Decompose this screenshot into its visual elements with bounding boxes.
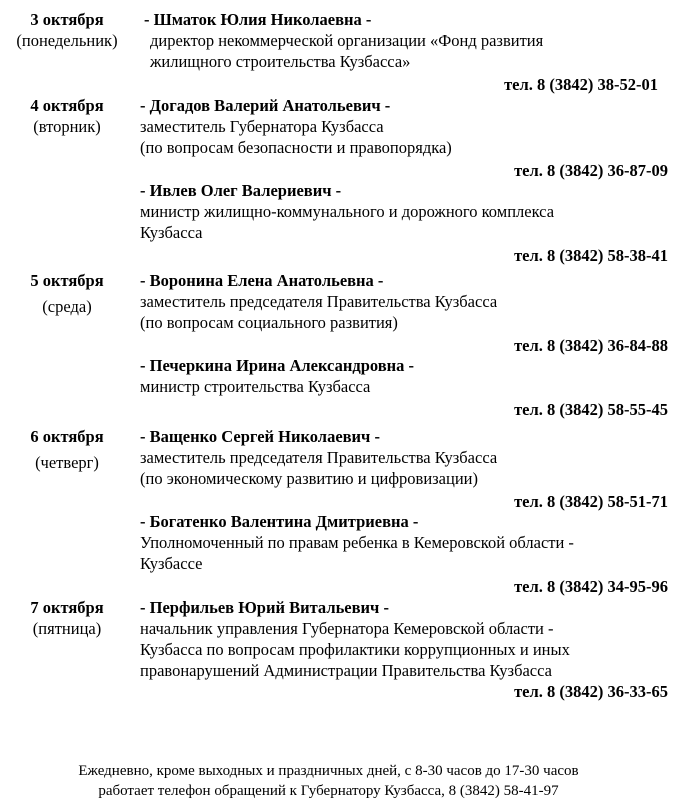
- position-line: министр жилищно-коммунального и дорожного комплекса: [140, 202, 555, 221]
- hotline-note-line: работает телефон обращений к Губернатору Кузбасса, 8 (3842) 58-41-97: [98, 783, 559, 799]
- official-position: [140, 30, 670, 72]
- official-entry: [140, 270, 670, 356]
- official-phone: тел. 8 (3842) 34-95-96: [514, 577, 668, 596]
- position-line: Кузбасса по вопросам профилактики коррупционных и иных: [140, 640, 570, 659]
- day-of-week: (понедельник): [16, 31, 118, 50]
- position-line: Кузбассе: [140, 554, 203, 573]
- day-of-week: (четверг): [35, 453, 99, 472]
- position-line: заместитель председателя Правительства Кузбасса: [140, 448, 498, 467]
- day-date: 7 октября: [30, 598, 104, 617]
- official-entry: [140, 95, 670, 181]
- official-name: - Воронина Елена Анатольевна -: [140, 271, 384, 290]
- official-name: - Догадов Валерий Анатольевич -: [140, 96, 391, 115]
- hotline-note: [0, 761, 687, 801]
- day-tuesday: [0, 95, 134, 137]
- official-position: [140, 376, 670, 397]
- position-line: (по экономическому развитию и цифровизации): [140, 469, 478, 488]
- official-phone: тел. 8 (3842) 36-84-88: [514, 336, 668, 355]
- official-name: - Шматок Юлия Николаевна -: [144, 10, 372, 29]
- official-position: [140, 618, 670, 681]
- day-monday: [0, 9, 134, 51]
- official-entry: [140, 355, 670, 420]
- day-wednesday: [0, 270, 134, 317]
- hotline-note-line: Ежедневно, кроме выходных и праздничных дней, с 8-30 часов до 17-30 часов: [78, 763, 579, 779]
- official-phone: тел. 8 (3842) 36-33-65: [514, 682, 668, 701]
- official-position: [140, 201, 670, 243]
- official-entry: [140, 426, 670, 512]
- position-line: Кузбасса: [140, 223, 203, 242]
- official-phone: тел. 8 (3842) 58-51-71: [514, 492, 668, 511]
- position-line: директор некоммерческой организации «Фонд развития: [150, 31, 544, 50]
- official-entry: [140, 9, 670, 95]
- official-entry: [140, 180, 670, 266]
- position-line: правонарушений Администрации Правительства Кузбасса: [140, 661, 552, 680]
- official-name: - Печеркина Ирина Александровна -: [140, 356, 414, 375]
- official-entry: [140, 511, 670, 597]
- day-date: 4 октября: [30, 96, 104, 115]
- official-name: - Перфильев Юрий Витальевич -: [140, 598, 389, 617]
- position-line: начальник управления Губернатора Кемеровской области -: [140, 619, 554, 638]
- official-entry: [140, 597, 670, 702]
- day-of-week: (вторник): [33, 117, 101, 136]
- day-date: 6 октября: [30, 427, 104, 446]
- position-line: (по вопросам безопасности и правопорядка): [140, 138, 452, 157]
- day-date: 3 октября: [30, 10, 104, 29]
- position-line: Уполномоченный по правам ребенка в Кемеровской области -: [140, 533, 574, 552]
- position-line: (по вопросам социального развития): [140, 313, 398, 332]
- official-position: [140, 447, 670, 489]
- position-line: министр строительства Кузбасса: [140, 377, 371, 396]
- official-name: - Богатенко Валентина Дмитриевна -: [140, 512, 419, 531]
- official-phone: тел. 8 (3842) 58-38-41: [514, 246, 668, 265]
- official-position: [140, 116, 670, 158]
- official-position: [140, 291, 670, 333]
- official-name: - Ващенко Сергей Николаевич -: [140, 427, 380, 446]
- day-friday: [0, 597, 134, 639]
- position-line: жилищного строительства Кузбасса»: [150, 52, 411, 71]
- day-of-week: (среда): [42, 297, 92, 316]
- official-name: - Ивлев Олег Валериевич -: [140, 181, 342, 200]
- position-line: заместитель председателя Правительства Кузбасса: [140, 292, 498, 311]
- day-thursday: [0, 426, 134, 473]
- official-phone: тел. 8 (3842) 36-87-09: [514, 161, 668, 180]
- day-date: 5 октября: [30, 271, 104, 290]
- day-of-week: (пятница): [32, 619, 102, 638]
- official-phone: тел. 8 (3842) 38-52-01: [504, 75, 658, 94]
- position-line: заместитель Губернатора Кузбасса: [140, 117, 384, 136]
- official-position: [140, 532, 670, 574]
- official-phone: тел. 8 (3842) 58-55-45: [514, 400, 668, 419]
